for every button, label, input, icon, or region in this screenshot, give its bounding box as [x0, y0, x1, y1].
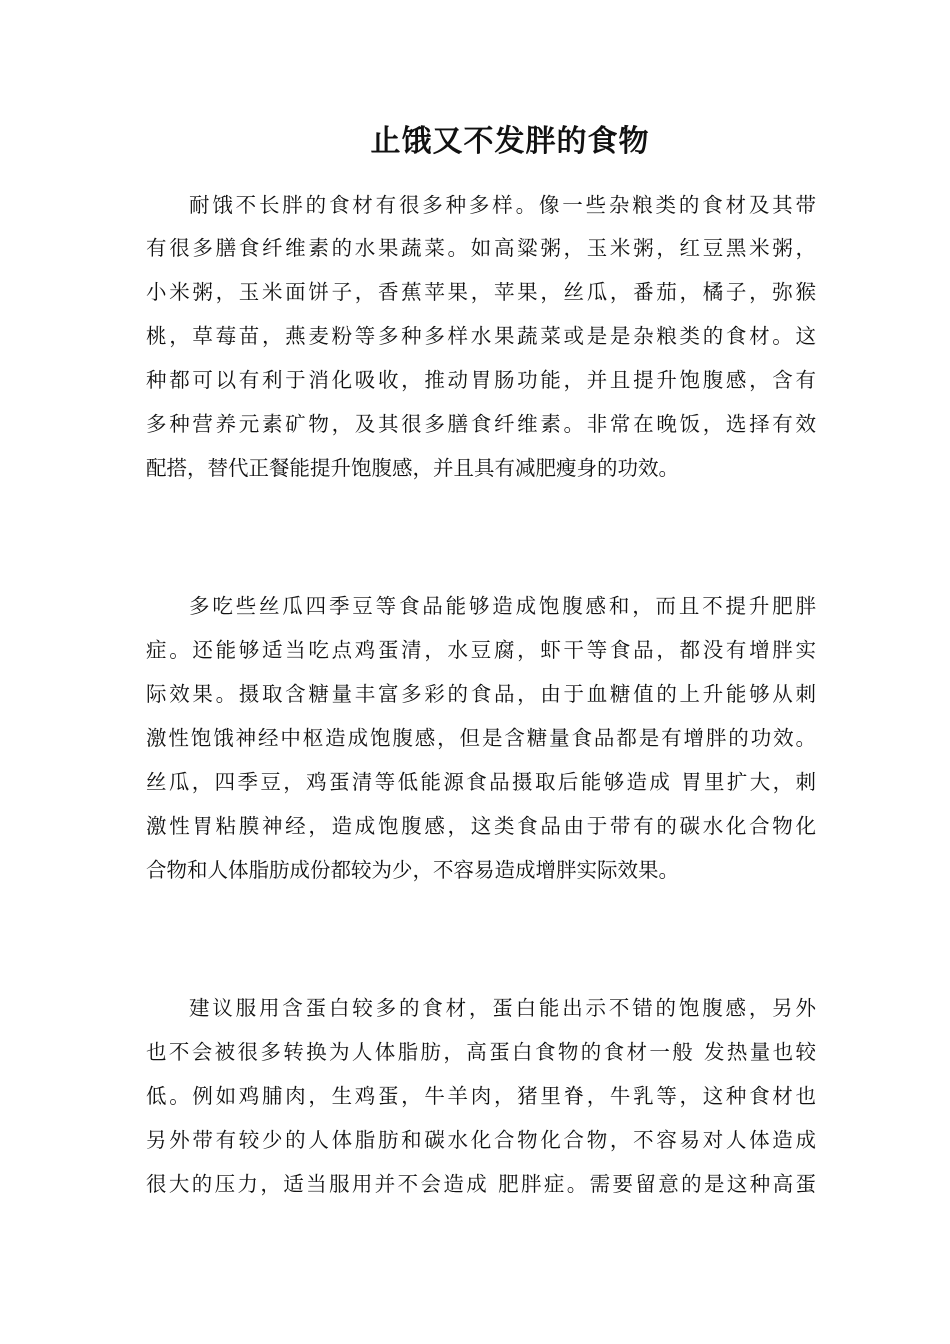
paragraph-2-line-5: 丝瓜，四季豆，鸡蛋清等低能源食品摄取后能够造成 胃里扩大，刺 — [146, 770, 816, 794]
paragraph-1-line-2: 有很多膳食纤维素的水果蔬菜。如高粱粥，玉米粥，红豆黑米粥， — [146, 236, 816, 260]
paragraph-1-line-1: 耐饿不长胖的食材有很多种多样。像一些杂粮类的食材及其带 — [189, 193, 816, 217]
paragraph-2-line-3: 际效果。摄取含糖量丰富多彩的食品，由于血糖值的上升能够从刺 — [146, 682, 816, 706]
paragraph-3-line-4: 另外带有较少的人体脂肪和碳水化合物化合物，不容易对人体造成 — [146, 1128, 816, 1152]
paragraph-3-line-3: 低。例如鸡脯肉，生鸡蛋，牛羊肉，猪里脊，牛乳等，这种食材也 — [146, 1084, 816, 1108]
paragraph-1-line-7: 配搭，替代正餐能提升饱腹感，并且具有减肥瘦身的功效。 — [146, 456, 679, 480]
paragraph-3-line-2: 也不会被很多转换为人体脂肪，高蛋白食物的食材一般 发热量也较 — [146, 1040, 816, 1064]
paragraph-2-line-7: 合物和人体脂肪成份都较为少，不容易造成增胖实际效果。 — [146, 858, 679, 882]
paragraph-1-line-4: 桃，草莓苗，燕麦粉等多种多样水果蔬菜或是是杂粮类的食材。这 — [146, 324, 816, 348]
paragraph-1-line-5: 种都可以有利于消化吸收，推动胃肠功能，并且提升饱腹感，含有 — [146, 368, 816, 392]
paragraph-2-line-2: 症。还能够适当吃点鸡蛋清，水豆腐，虾干等食品，都没有增胖实 — [146, 638, 816, 662]
paragraph-2-line-6: 激性胃粘膜神经，造成饱腹感，这类食品由于带有的碳水化合物化 — [146, 814, 816, 838]
paragraph-2-line-1: 多吃些丝瓜四季豆等食品能够造成饱腹感和，而且不提升肥胖 — [189, 594, 816, 618]
paragraph-1-line-6: 多种营养元素矿物，及其很多膳食纤维素。非常在晚饭，选择有效 — [146, 412, 816, 436]
document-title: 止饿又不发胖的食物 — [370, 124, 650, 159]
paragraph-3-line-5: 很大的压力，适当服用并不会造成 肥胖症。需要留意的是这种高蛋 — [146, 1172, 816, 1196]
paragraph-2-line-4: 激性饱饿神经中枢造成饱腹感，但是含糖量食品都是有增胖的功效。 — [146, 726, 816, 750]
paragraph-1-line-3: 小米粥，玉米面饼子，香蕉苹果，苹果，丝瓜，番茄，橘子，弥猴 — [146, 280, 816, 304]
paragraph-3-line-1: 建议服用含蛋白较多的食材，蛋白能出示不错的饱腹感，另外 — [189, 996, 816, 1020]
